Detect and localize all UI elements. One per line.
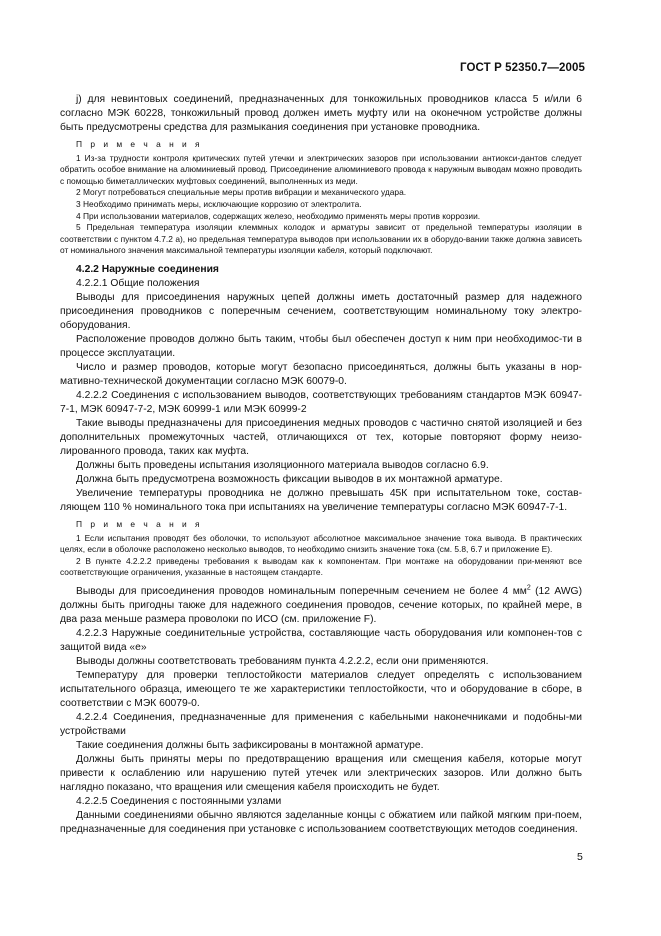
notes-heading: П р и м е ч а н и я xyxy=(76,518,203,529)
notes-block-1 xyxy=(60,139,582,257)
paragraph: Должны быть проведены испытания изоляционного материала выводов согласно 6.9. xyxy=(76,459,489,471)
paragraph: Температуру для проверки теплостойкости материалов следует определять с использованием испытательного образца, имеющего те же характеристики теплостойкости, что и оборудование в сборе, в соответствии с МЭК 60079-0. xyxy=(60,669,582,709)
note-item: 4 При использовании материалов, содержащих железо, необходимо применять меры против коррозии. xyxy=(76,210,481,221)
paragraph: Выводы должны соответствовать требованиям пункта 4.2.2.2, если они применяются. xyxy=(76,655,489,667)
document-header: ГОСТ Р 52350.7—2005 xyxy=(460,62,585,74)
superscript: 2 xyxy=(526,584,531,592)
subsection-heading-4-2-2-3: 4.2.2.3 Наружные соединительные устройства, составляющие часть оборудования или компонен-тов с защитой вида «е» xyxy=(60,627,582,653)
paragraph: Увеличение температуры проводника не должно превышать 45К при испытательном токе, состав-ляющем 110 % номинального тока при испытаниях на увеличение температуры согласно МЭК 60947-7-1. xyxy=(60,487,582,513)
paragraph: Выводы для присоединения наружных цепей должны иметь достаточный размер для надежного присоединения проводников с поперечным сечением, соответствующим номинальному току электро-оборудования. xyxy=(60,291,582,331)
subsection-heading-4-2-2-2: 4.2.2.2 Соединения с использованием выводов, соответствующих требованиям стандартов МЭК 60947-7-1, МЭК 60947-7-2, МЭК 60999-1 или МЭК 60999-2 xyxy=(60,389,582,415)
paragraph-text: Выводы для присоединения проводов номинальным поперечным сечением не более 4 мм xyxy=(76,585,527,597)
notes-block-2 xyxy=(60,519,582,579)
note-item: 1 Если испытания проводят без оболочки, то используют абсолютное максимальное значение тока вывода. В практических целях, если в оболочке расположено несколько выводов, то необходимо снизить значение тока (см. 5.8, 6.7 и приложение E). xyxy=(60,532,582,555)
paragraph: Такие выводы предназначены для присоединения медных проводов с частично снятой изоляцией и без дополнительных промежуточных частей, отличающихся от тех, которые повторяют форму неизо-лированного провода, таких как муфта. xyxy=(60,417,582,457)
note-item: 2 Могут потребоваться специальные меры против вибрации и механического удара. xyxy=(76,187,407,198)
note-item: 3 Необходимо принимать меры, исключающие коррозию от электролита. xyxy=(76,198,362,209)
page-content xyxy=(60,93,582,837)
paragraph-wire-section xyxy=(60,585,582,627)
page-number: 5 xyxy=(577,851,583,863)
note-item: 5 Предельная температура изоляции клеммных колодок и арматуры зависит от предельной температуры изоляции в соответствии с пунктом 4.7.2 а), но предельная температура выводов при использовании их в оборудо-вании также должна зависеть от номинального значения максимальной температуры изоляции кабеля, который подключают. xyxy=(60,222,582,256)
notes-heading: П р и м е ч а н и я xyxy=(76,139,203,149)
paragraph: Должна быть предусмотрена возможность фиксации выводов в их монтажной арматуре. xyxy=(76,473,503,485)
subsection-heading-4-2-2-4: 4.2.2.4 Соединения, предназначенные для применения с кабельными наконечниками и подобны-ми устройствами xyxy=(60,711,582,737)
subsection-heading-4-2-2-5: 4.2.2.5 Соединения с постоянными узлами xyxy=(76,795,282,807)
note-item: 1 Из-за трудности контроля критических путей утечки и электрических зазоров при использовании антиокси-дантов следует обратить особое внимание на алюминиевый провод. Присоединение алюминиевого провода к наружным выводам можно проводить с помощью биметаллических муфтовых соединений, выполненных из меди. xyxy=(60,152,582,186)
paragraph: Такие соединения должны быть зафиксированы в монтажной арматуре. xyxy=(76,739,424,751)
paragraph: Число и размер проводов, которые могут безопасно присоединяться, должны быть указаны в нор-мативно-технической документации согласно МЭК 60079-0. xyxy=(60,361,582,387)
section-heading-4-2-2: 4.2.2 Наружные соединения xyxy=(76,263,219,275)
intro-paragraph: j) для невинтовых соединений, предназначенных для тонкожильных проводников класса 5 и/или 6 согласно МЭК 60228, тонкожильный провод должен иметь муфту или на оконечном устройстве должны быть предусмотрены средства для размыкания соединения при установке проводника. xyxy=(60,94,582,133)
paragraph: Данными соединениями обычно являются заделанные концы с обжатием или пайкой мягким при-поем, предназначенные для соединения при установке с использованием соответствующих методов соединения. xyxy=(60,809,582,835)
paragraph: Расположение проводов должно быть таким, чтобы был обеспечен доступ к ним при необходимос-ти в процессе эксплуатации. xyxy=(60,333,582,359)
note-item: 2 В пункте 4.2.2.2 приведены требования к выводам как к компонентам. При монтаже на оборудовании при-меняют все соответствующие ограничения, указанные в настоящем стандарте. xyxy=(60,555,582,578)
paragraph: Должны быть приняты меры по предотвращению вращения или смещения кабеля, которые могут привести к ослаблению или нарушению путей утечек или электрических зазоров. Или должно быть наглядно показано, что вращения или смещения кабеля происходить не будет. xyxy=(60,753,582,793)
subsection-heading-4-2-2-1: 4.2.2.1 Общие положения xyxy=(76,277,200,289)
paragraph-text: (12 AWG) должны быть пригодны также для надежного соединения проводов, сечение которых, по крайней мере, в два раза меньше размера проволоки по ИСО (см. приложение F). xyxy=(60,585,582,625)
